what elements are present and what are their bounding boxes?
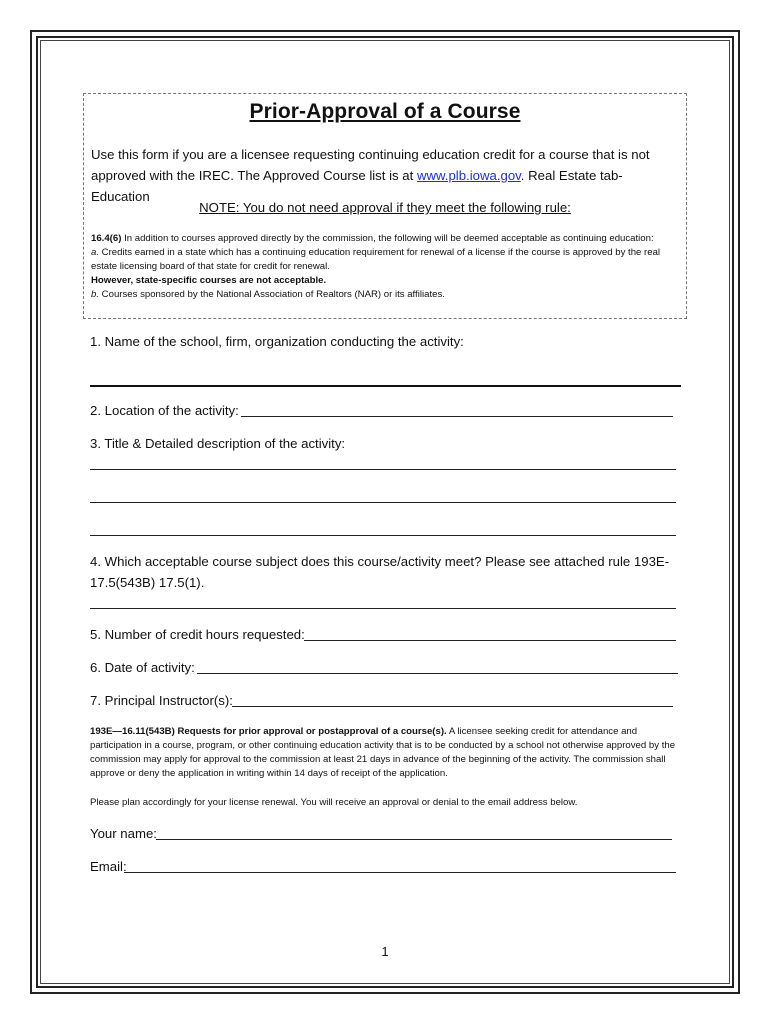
question-1-answer-line[interactable] (90, 385, 681, 387)
rule-16-11-text: A licensee seeking credit for attendance and participation in a course, program, or other continuing education activity that is to be conducted by a school not otherwise approved by the commission may apply for approval to the commission at least 21 days in advance of the beginning of the activity. The commission shall approve or deny the application in writing within 14 days of receipt of the application. (90, 726, 676, 779)
email-answer-line[interactable] (124, 872, 676, 873)
your-name-answer-line[interactable] (156, 839, 672, 840)
question-5-label: 5. Number of credit hours requested: (90, 627, 305, 642)
your-name-label: Your name: (90, 826, 157, 841)
question-3-answer-line-1[interactable] (90, 469, 676, 470)
approval-note: NOTE: You do not need approval if they meet the following rule: (199, 200, 571, 215)
question-2-label: 2. Location of the activity: (90, 403, 239, 418)
email-label: Email: (90, 859, 127, 874)
intro-part1: Use this form if you are a licensee requesting continuing education credit for a course that is not approved with the IREC. The Approved Course list is at (91, 147, 650, 183)
plb-website-link[interactable]: www.plb.iowa.gov (416, 168, 521, 183)
intro-text (91, 144, 681, 207)
rule-16-4-6 (91, 232, 681, 302)
plan-note: Please plan accordingly for your license renewal. You will receive an approval or denial to the email address below. (90, 797, 578, 808)
question-3-answer-line-2[interactable] (90, 502, 676, 503)
question-7-answer-line[interactable] (232, 706, 673, 707)
question-4-label-line1: 4. Which acceptable course subject does this course/activity meet? Please see attached rule 193E- (90, 554, 670, 569)
rule-16-11 (90, 725, 680, 781)
form-title: Prior-Approval of a Course (249, 100, 521, 123)
rule-bold-text: However, state-specific courses are not acceptable. (91, 275, 327, 286)
page-number: 1 (381, 944, 389, 959)
question-4-answer-line[interactable] (90, 608, 676, 609)
rule-ref: 16.4(6) (91, 233, 122, 244)
question-6-answer-line[interactable] (197, 673, 678, 674)
info-box (83, 93, 687, 319)
question-5-answer-line[interactable] (304, 640, 676, 641)
question-3-answer-line-3[interactable] (90, 535, 676, 536)
intro-part2: . Real Estate tab- Education (91, 168, 623, 204)
rule-a-text: Credits earned in a state which has a continuing education requirement for renewal of a license if the course is approved by the real estate licensing board of that state for credit for renewal. (91, 247, 661, 272)
question-4-label-line2: 17.5(543B) 17.5(1). (90, 575, 205, 590)
question-3-label: 3. Title & Detailed description of the activity: (90, 436, 346, 451)
question-1-label: 1. Name of the school, firm, organization conducting the activity: (90, 334, 464, 349)
question-7-label: 7. Principal Instructor(s): (90, 693, 233, 708)
question-2-answer-line[interactable] (241, 416, 673, 417)
rule-b-label: b. (91, 289, 100, 300)
rule-line1: In addition to courses approved directly by the commission, the following will be deemed acceptable as continuing education: (121, 233, 654, 244)
rule-b-text: Courses sponsored by the National Association of Realtors (NAR) or its affiliates. (99, 289, 445, 300)
rule-a-label: a. (91, 247, 100, 258)
rule-16-11-heading: 193E—16.11(543B) Requests for prior approval or postapproval of a course(s). (90, 726, 447, 737)
question-6-label: 6. Date of activity: (90, 660, 195, 675)
